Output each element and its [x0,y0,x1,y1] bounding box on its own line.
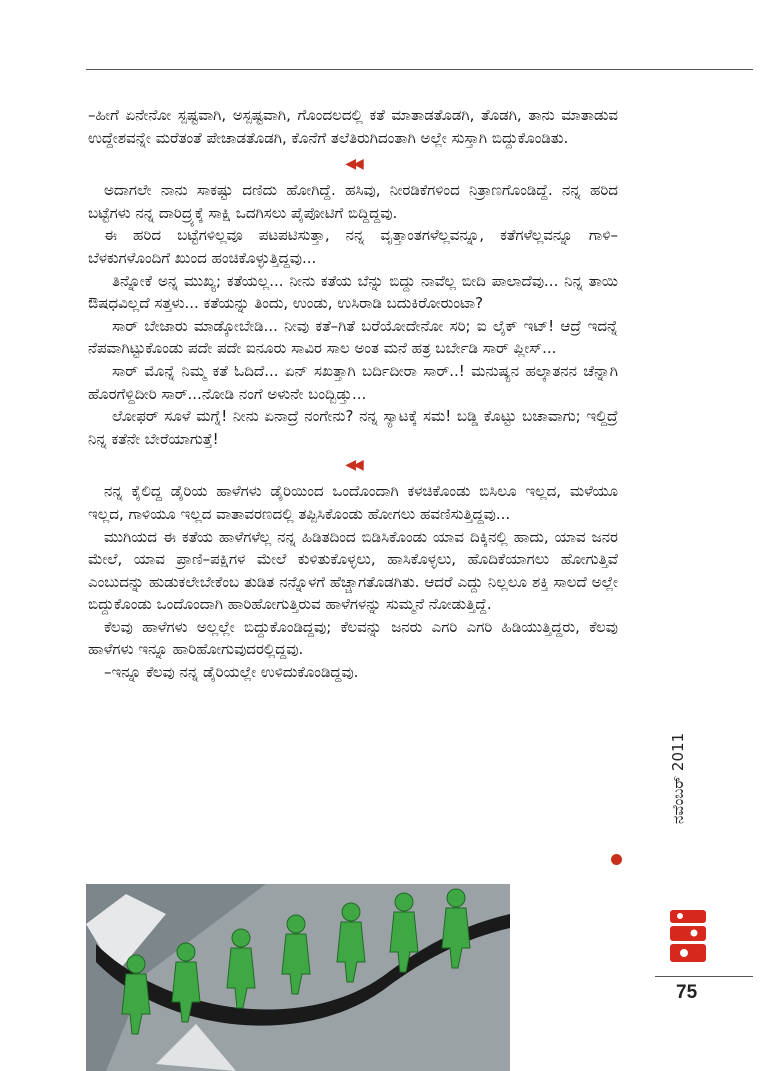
paragraph: ಲೋಫರ್ ಸೂಳೆ ಮಗ್ನೆ! ನೀನು ಏನಾದ್ರೆ ನಂಗೇನು? ನನ್ನ ಸ್ಯಾಟಕ್ಕೆ ಸಮ! ಬಡ್ಡಿ ಕೊಟ್ಟು ಬಚಾವಾಗು; ಇಲ್ದಿದ್ರೆ ನಿನ್ನ ಕತೆನೇ ಬೇರೆಯಾಗುತ್ತೆ! [88,407,618,448]
article-body [88,104,618,684]
paragraph: ತಿನ್ನೋಕೆ ಅನ್ನ ಮುಖ್ಯ; ಕತೆಯಲ್ಲ... ನೀನು ಕತೆಯ ಬೆನ್ನು ಬಿದ್ದು ನಾವೆಲ್ಲ ಬೀದಿ ಪಾಲಾದೆವು... ನಿನ್ನ ತಾಯಿ ಔಷಧವಿಲ್ಲದೆ ಸತ್ತಳು... ಕತೆಯನ್ನು ತಿಂದು, ಉಂಡು, ಉಸಿರಾಡಿ ಬದುಕಿರೋರುಂಟಾ? [88,271,618,313]
page-number: 75 [676,982,698,1003]
paragraph: ನನ್ನ ಕೈಲಿದ್ದ ಡೈರಿಯ ಹಾಳೆಗಳು ಡೈರಿಯಿಂದ ಒಂದೊಂದಾಗಿ ಕಳಚಿಕೊಂಡು ಬಿಸಿಲೂ ಇಲ್ಲದ, ಮಳೆಯೂ ಇಲ್ಲದ, ಗಾಳಿಯೂ ಇಲ್ಲದ ವಾತಾವರಣದಲ್ಲಿ ತಪ್ಪಿಸಿಕೊಂಡು ಹೋಗಲು ಹವಣಿಸುತ್ತಿದ್ದವು... [88,482,618,523]
accent-dot-icon [611,854,622,865]
footer-rule [655,976,753,977]
paragraph: ಅದಾಗಲೇ ನಾನು ಸಾಕಷ್ಟು ದಣಿದು ಹೋಗಿದ್ದೆ. ಹಸಿವು, ನೀರಡಿಕೆಗಳಿಂದ ನಿತ್ರಾಣಗೊಂಡಿದ್ದೆ. ನನ್ನ ಹರಿದ ಬಟ್ಟೆಗಳು ನನ್ನ ದಾರಿದ್ರ್ಯಕ್ಕೆ ಸಾಕ್ಷಿ ಒದಗಿಸಲು ಪೈಪೋಟಿಗೆ ಬಿದ್ದಿದ್ದವು. [88,181,618,222]
paragraph: –ಇನ್ನೂ ಕೆಲವು ನನ್ನ ಡೈರಿಯಲ್ಲೇ ಉಳಿದುಕೊಂಡಿದ್ದವು. [104,663,359,682]
section-marker-icon: ◀◀ [345,156,361,173]
top-rule [86,69,753,70]
paragraph: ಕೆಲವು ಹಾಳೆಗಳು ಅಲ್ಲಲ್ಲೇ ಬಿದ್ದುಕೊಂಡಿದ್ದವು; ಕೆಲವನ್ನು ಜನರು ಎಗರಿ ಎಗರಿ ಹಿಡಿಯುತ್ತಿದ್ದರು, ಕೆಲವು ಹಾಳೆಗಳು ಇನ್ನೂ ಹಾರಿಹೋಗುವುದರಲ್ಲಿದ್ದವು. [88,617,618,659]
section-marker-icon: ◀◀ [345,457,361,474]
green-figures-climbing-icon [86,884,510,1071]
paragraph: ಸಾರ್ ಮೊನ್ನೆ ನಿಮ್ಮ ಕತೆ ಓದಿದೆ... ಏನ್ ಸಖತ್ತಾಗಿ ಬರ್ದಿದೀರಾ ಸಾರ್..! ಮನುಷ್ಯನ ಹಲ್ಕಾತನನ ಚೆನ್ನಾಗಿ ಹೊರಗೆಳ್ದಿದೀರಿ ಸಾರ್...ನೋಡಿ ನಂಗೆ ಅಳುನೇ ಬಂದ್ಬಿಡ್ತು... [88,361,618,403]
paragraph: –ಹೀಗೆ ಏನೇನೋ ಸ್ಪಷ್ಟವಾಗಿ, ಅಸ್ಪಷ್ಟವಾಗಿ, ಗೊಂದಲದಲ್ಲಿ ಕತೆ ಮಾತಾಡತೊಡಗಿ, ತೊಡಗಿ, ತಾನು ಮಾತಾಡುವ ಉದ್ದೇಶವನ್ನೇ ಮರೆತಂತೆ ಪೇಚಾಡತೊಡಗಿ, ಕೊನೆಗೆ ತಲೆತಿರುಗಿದಂತಾಗಿ ಅಲ್ಲೇ ಸುಸ್ತಾಗಿ ಬಿದ್ದುಕೊಂಡಿತು. [88,106,618,147]
paragraph: ಮುಗಿಯದ ಈ ಕತೆಯ ಹಾಳೆಗಳೆಲ್ಲ ನನ್ನ ಹಿಡಿತದಿಂದ ಬಿಡಿಸಿಕೊಂಡು ಯಾವ ದಿಕ್ಕಿನಲ್ಲಿ ಹಾದು, ಯಾವ ಜನರ ಮೇಲೆ, ಯಾವ ಪ್ರಾಣಿ–ಪಕ್ಷಿಗಳ ಮೇಲೆ ಕುಳಿತುಕೊಳ್ಳಲು, ಹಾಸಿಕೊಳ್ಳಲು, ಹೊದಿಕೆಯಾಗಲು ಹೋಗುತ್ತಿವೆ ಎಂಬುದನ್ನು ಹುಡುಕಲೇಬೇಕೆಂಬ ತುಡಿತ ನನ್ನೊಳಗೆ ಹೆಚ್ಚಾಗತೊಡಗಿತು. ಆದರೆ ಎದ್ದು ನಿಲ್ಲಲೂ ಶಕ್ತಿ ಸಾಲದೆ ಅಲ್ಲೇ ಬಿದ್ದುಕೊಂಡು ಒಂದೊಂದಾಗಿ ಹಾರಿಹೋಗುತ್ತಿರುವ ಹಾಳೆಗಳನ್ನು ಸುಮ್ಮನೆ ನೋಡುತ್ತಿದ್ದೆ. [88,527,618,614]
magazine-logo [664,906,710,966]
issue-date: ನವೆಂಬರ್ 2011 [669,732,687,824]
paragraph: ಈ ಹರಿದ ಬಟ್ಟೆಗಳಿಲ್ಲವೂ ಪಟಪಟಿಸುತ್ತಾ, ನನ್ನ ವೃತ್ತಾಂತಗಳೆಲ್ಲವನ್ನೂ, ಕತೆಗಳೆಲ್ಲವನ್ನೂ ಗಾಳಿ–ಬೆಳಕುಗಳೊಂದಿಗೆ ಖುಂದ ಹಂಚಿಕೊಳ್ಳುತ್ತಿದ್ದವು... [88,226,618,267]
paragraph: ಸಾರ್ ಬೇಜಾರು ಮಾಡ್ಕೋಬೇಡಿ... ನೀವು ಕತೆ–ಗಿತೆ ಬರೆಯೋದೇನೋ ಸರಿ; ಐ ಲೈಕ್ ಇಟ್! ಆದ್ರೆ ಇದನ್ನೆ ನೆಪವಾಗಿಟ್ಟುಕೊಂಡು ಪದೇ ಪದೇ ಐನೂರು ಸಾವಿರ ಸಾಲ ಅಂತ ಮನೆ ಹತ್ರ ಬರ್ಬೇಡಿ ಸಾರ್ ಪ್ಲೀಸ್... [88,316,618,358]
